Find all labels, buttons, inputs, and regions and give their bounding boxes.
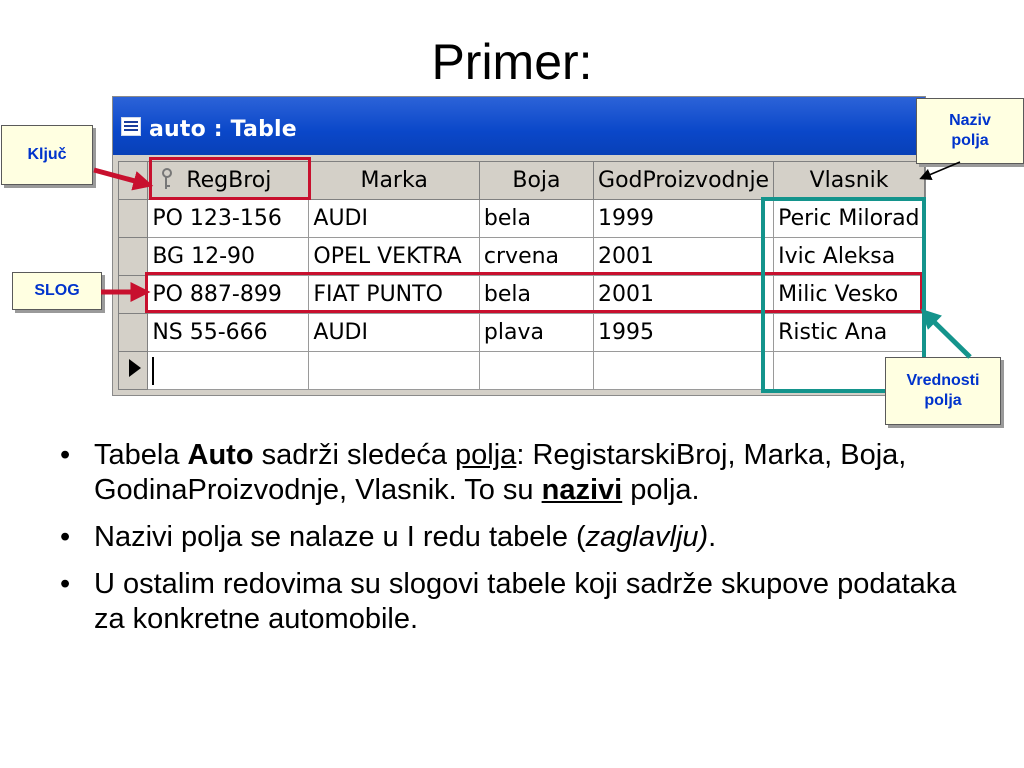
arrow-vrednosti — [926, 314, 970, 357]
bullet-item: • Tabela Auto sadrži sledeća polja: RegistarskiBroj, Marka, Boja, GodinaProizvodnje, Vlasnik. To su nazivi polja. — [60, 438, 960, 508]
bullet-list — [60, 438, 960, 649]
cell-vlasnik[interactable]: Ristic Ana — [774, 314, 925, 352]
cell-marka[interactable]: OPEL VEKTRA — [309, 238, 480, 276]
column-header-godproizvodnje[interactable]: GodProizvodnje — [594, 162, 774, 200]
cell-vlasnik[interactable]: Ivic Aleksa — [774, 238, 925, 276]
cell-vlasnik[interactable]: Peric Milorad — [774, 200, 925, 238]
callout-vrednosti-polja: Vrednosti polja — [885, 357, 1001, 425]
cell-regbroj[interactable]: PO 123-156 — [148, 200, 309, 238]
cell-boja[interactable]: plava — [479, 314, 593, 352]
cell-marka[interactable]: AUDI — [309, 200, 480, 238]
cell-godproizvodnje[interactable]: 1995 — [594, 314, 774, 352]
cell-boja[interactable]: bela — [479, 200, 593, 238]
arrow-naziv — [922, 162, 960, 178]
cell-godproizvodnje[interactable]: 2001 — [594, 238, 774, 276]
cell-marka[interactable]: AUDI — [309, 314, 480, 352]
slide-title: Primer: — [431, 34, 593, 90]
cell-regbroj[interactable]: NS 55-666 — [148, 314, 309, 352]
bullet-item: • U ostalim redovima su slogovi tabele koji sadrže skupove podataka za konkretne automobile. — [60, 567, 960, 637]
column-header-marka[interactable]: Marka — [309, 162, 480, 200]
cell-boja[interactable]: crvena — [479, 238, 593, 276]
column-header-boja[interactable]: Boja — [479, 162, 593, 200]
cell-godproizvodnje[interactable]: 2001 — [594, 276, 774, 314]
cell-godproizvodnje[interactable]: 1999 — [594, 200, 774, 238]
cell-regbroj[interactable]: PO 887-899 — [148, 276, 309, 314]
window-title: auto : Table — [149, 117, 297, 142]
callout-naziv-polja: Naziv polja — [916, 98, 1024, 164]
column-header-regbroj[interactable]: RegBroj — [148, 162, 309, 200]
column-header-vlasnik[interactable]: Vlasnik — [774, 162, 925, 200]
cell-marka[interactable]: FIAT PUNTO — [309, 276, 480, 314]
callout-kljuc: Ključ — [1, 125, 93, 185]
cell-vlasnik[interactable]: Milic Vesko — [774, 276, 925, 314]
arrow-kljuc — [94, 170, 146, 184]
bullet-item: • Nazivi polja se nalaze u I redu tabele (zaglavlju). — [60, 520, 960, 555]
cell-boja[interactable]: bela — [479, 276, 593, 314]
callout-slog: SLOG — [12, 272, 102, 310]
cell-regbroj[interactable]: BG 12-90 — [148, 238, 309, 276]
